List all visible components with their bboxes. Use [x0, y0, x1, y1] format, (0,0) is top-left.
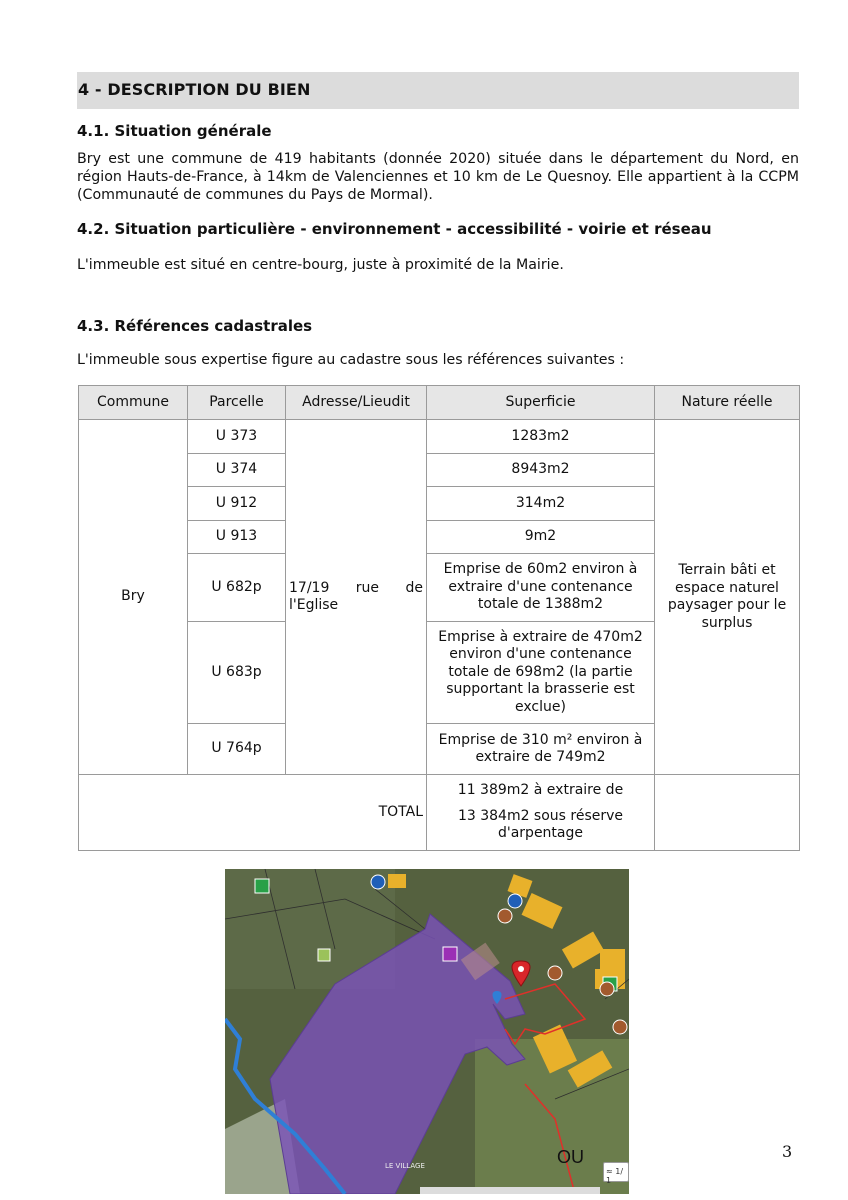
heading-situation-particuliere: 4.2. Situation particulière - environnement - accessibilité - voirie et réseau	[77, 220, 712, 238]
cadastral-table	[78, 385, 800, 851]
commune-cell: Bry	[79, 420, 188, 775]
parcelle-cell: U 374	[188, 454, 286, 487]
heading-situation-generale: 4.1. Situation générale	[77, 122, 272, 140]
page-number: 3	[782, 1142, 793, 1161]
map-label-village: LE VILLAGE	[385, 1162, 425, 1170]
column-header: Adresse/Lieudit	[286, 386, 427, 420]
superficie-cell: Emprise à extraire de 470m2 environ d'une contenance totale de 698m2 (la partie supportant la brasserie est exclue)	[427, 622, 655, 724]
parcelle-cell: U 913	[188, 521, 286, 554]
cadastral-map	[225, 869, 629, 1194]
parcelle-cell: U 912	[188, 487, 286, 521]
column-header: Commune	[79, 386, 188, 420]
map-scale-box: ≈ 1/ 1	[603, 1162, 629, 1182]
total-label: TOTAL	[79, 775, 427, 851]
address-cell: 17/19 rue de l'Eglise	[286, 420, 427, 775]
total-empty-cell	[655, 775, 800, 851]
nature-cell: Terrain bâti et espace naturel paysager pour le surplus	[655, 420, 800, 775]
superficie-cell: Emprise de 310 m² environ à extraire de 749m2	[427, 724, 655, 775]
total-line-1: 11 389m2 à extraire de	[457, 782, 624, 799]
map-graphic	[225, 869, 629, 1194]
superficie-cell: 314m2	[427, 487, 655, 521]
parcelle-cell: U 764p	[188, 724, 286, 775]
paragraph-situation-particuliere: L'immeuble est situé en centre-bourg, juste à proximité de la Mairie.	[77, 257, 564, 273]
column-header: Nature réelle	[655, 386, 800, 420]
total-line-2: 13 384m2 sous réserve d'arpentage	[457, 807, 624, 842]
section-title: 4 - DESCRIPTION DU BIEN	[77, 72, 799, 109]
table-header-row	[79, 386, 800, 420]
parcelle-cell: U 373	[188, 420, 286, 454]
superficie-cell: 9m2	[427, 521, 655, 554]
heading-references-cadastrales: 4.3. Références cadastrales	[77, 317, 313, 335]
column-header: Superficie	[427, 386, 655, 420]
paragraph-situation-generale: Bry est une commune de 419 habitants (donnée 2020) située dans le département du Nord, en région Hauts-de-France, à 14km de Valenciennes et 10 km de Le Quesnoy. Elle appartient à la CCPM (Communauté de communes du Pays de Mormal).	[77, 151, 799, 203]
table-row	[79, 420, 800, 454]
superficie-cell: Emprise de 60m2 environ à extraire d'une contenance totale de 1388m2	[427, 554, 655, 622]
superficie-cell: 1283m2	[427, 420, 655, 454]
total-row	[79, 775, 800, 851]
total-value	[427, 775, 655, 851]
parcelle-cell: U 683p	[188, 622, 286, 724]
parcelle-cell: U 682p	[188, 554, 286, 622]
superficie-cell: 8943m2	[427, 454, 655, 487]
map-label-ou: OU	[557, 1147, 584, 1167]
column-header: Parcelle	[188, 386, 286, 420]
paragraph-references-cadastrales: L'immeuble sous expertise figure au cadastre sous les références suivantes :	[77, 352, 625, 368]
